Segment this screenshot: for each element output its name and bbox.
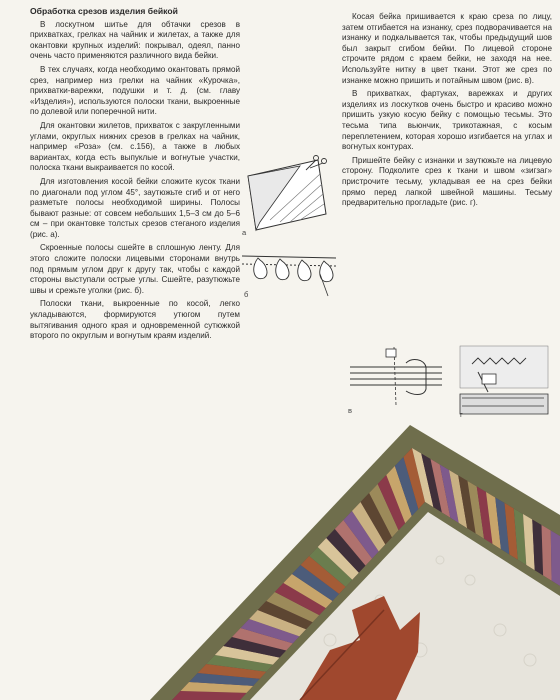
figure-g-label: г xyxy=(460,410,463,419)
figure-g-zigzag-tape xyxy=(458,344,550,424)
left-text-column xyxy=(30,6,240,345)
paragraph: Для окантовки жилетов, прихваток с закругленными углами, округлых нижних срезов в грелках на чайник, например «Роза» (см. с.156), а также в любых вариантах, когда есть выпуклые и вогнутые участки, полоска ткани выкраивается по косой. xyxy=(30,120,240,173)
figure-a-diagonal-fold xyxy=(240,152,336,238)
figure-v-binding-section xyxy=(346,345,448,411)
paragraph: В прихватках, фартуках, варежках и других изделиях из лоскутков очень быстро и красиво можно пришить узкую косую бейку с помощью тесьмы. Это тесьма типа вьюнчик, трикотажная, с косым переплетением, которая хорошо изгибается на углах и вогнутых контурах. xyxy=(342,89,552,152)
paragraph: Пришейте бейку с изнанки и заутюжьте на лицевую сторону. Подколите срез к ткани и швом «зигзаг» пристрочите тесьму, укладывая ее на срез бейки прямо перед лапкой швейной машины. Тесьму предварительно прогладьте (рис. г). xyxy=(342,155,552,208)
patchwork-strip xyxy=(551,531,560,587)
section-heading: Обработка срезов изделия бейкой xyxy=(30,6,178,16)
paragraph: Полоски ткани, выкроенные по косой, легко укладываются, формируются утюгом путем вытягивания одного края и одновременной сутюжкой второго по округлым и вогнутым краям изделий. xyxy=(30,299,240,341)
figure-a-label: а xyxy=(242,228,247,237)
paragraph: В лоскутном шитье для обтачки срезов в прихватках, грелках на чайник и жилетах, а также для окантовки крупных изделий: покрывал, одеял, панно очень часто применяются различного вида бейки. xyxy=(30,19,240,61)
paragraph: Скроенные полосы сшейте в сплошную ленту. Для этого сложите полоски лицевыми сторонами внутрь под прямым углом друг к другу так, чтобы с каждой стороны выступали острые углы. Сшейте, разутюжьте швы и срежьте уголки (рис. б). xyxy=(30,243,240,295)
paragraph: Для изготовления косой бейки сложите кусок ткани по диагонали под углом 45°, заутюжьте сгиб и от него разметьте полосы необходимой ширины. Полосы бывают разные: от совсем небольших 1,5–3 см до 5–6 см – при окантовке толстых срезов стеганого изделия (рис. а). xyxy=(30,176,240,239)
figure-b-label: б xyxy=(244,290,249,299)
paragraph: Косая бейка пришивается к краю среза по лицу, затем отгибается на изнанку, срез подворачивается на изнанку и подкалывается так, чтобы предыдущий шов был закрыт сгибом бейки. По лицевой стороне строчите рядом с краем бейки, не заходя на нее. Используйте нитку в цвет ткани. Этот же срез по изнанке можно пришить и потайным швом (рис. в). xyxy=(342,12,552,85)
paragraph: В тех случаях, когда необходимо окантовать прямой срез, например низ грелки на чайник «Курочка», прихватки-варежки, подушки и т. д. (см. главу «Изделия»), используются полоски ткани, выкроенные по долевой или поперечной нити. xyxy=(30,64,240,117)
figure-b-joined-strips xyxy=(240,238,340,298)
figure-v-label: в xyxy=(348,406,352,415)
right-text-column xyxy=(342,12,552,212)
